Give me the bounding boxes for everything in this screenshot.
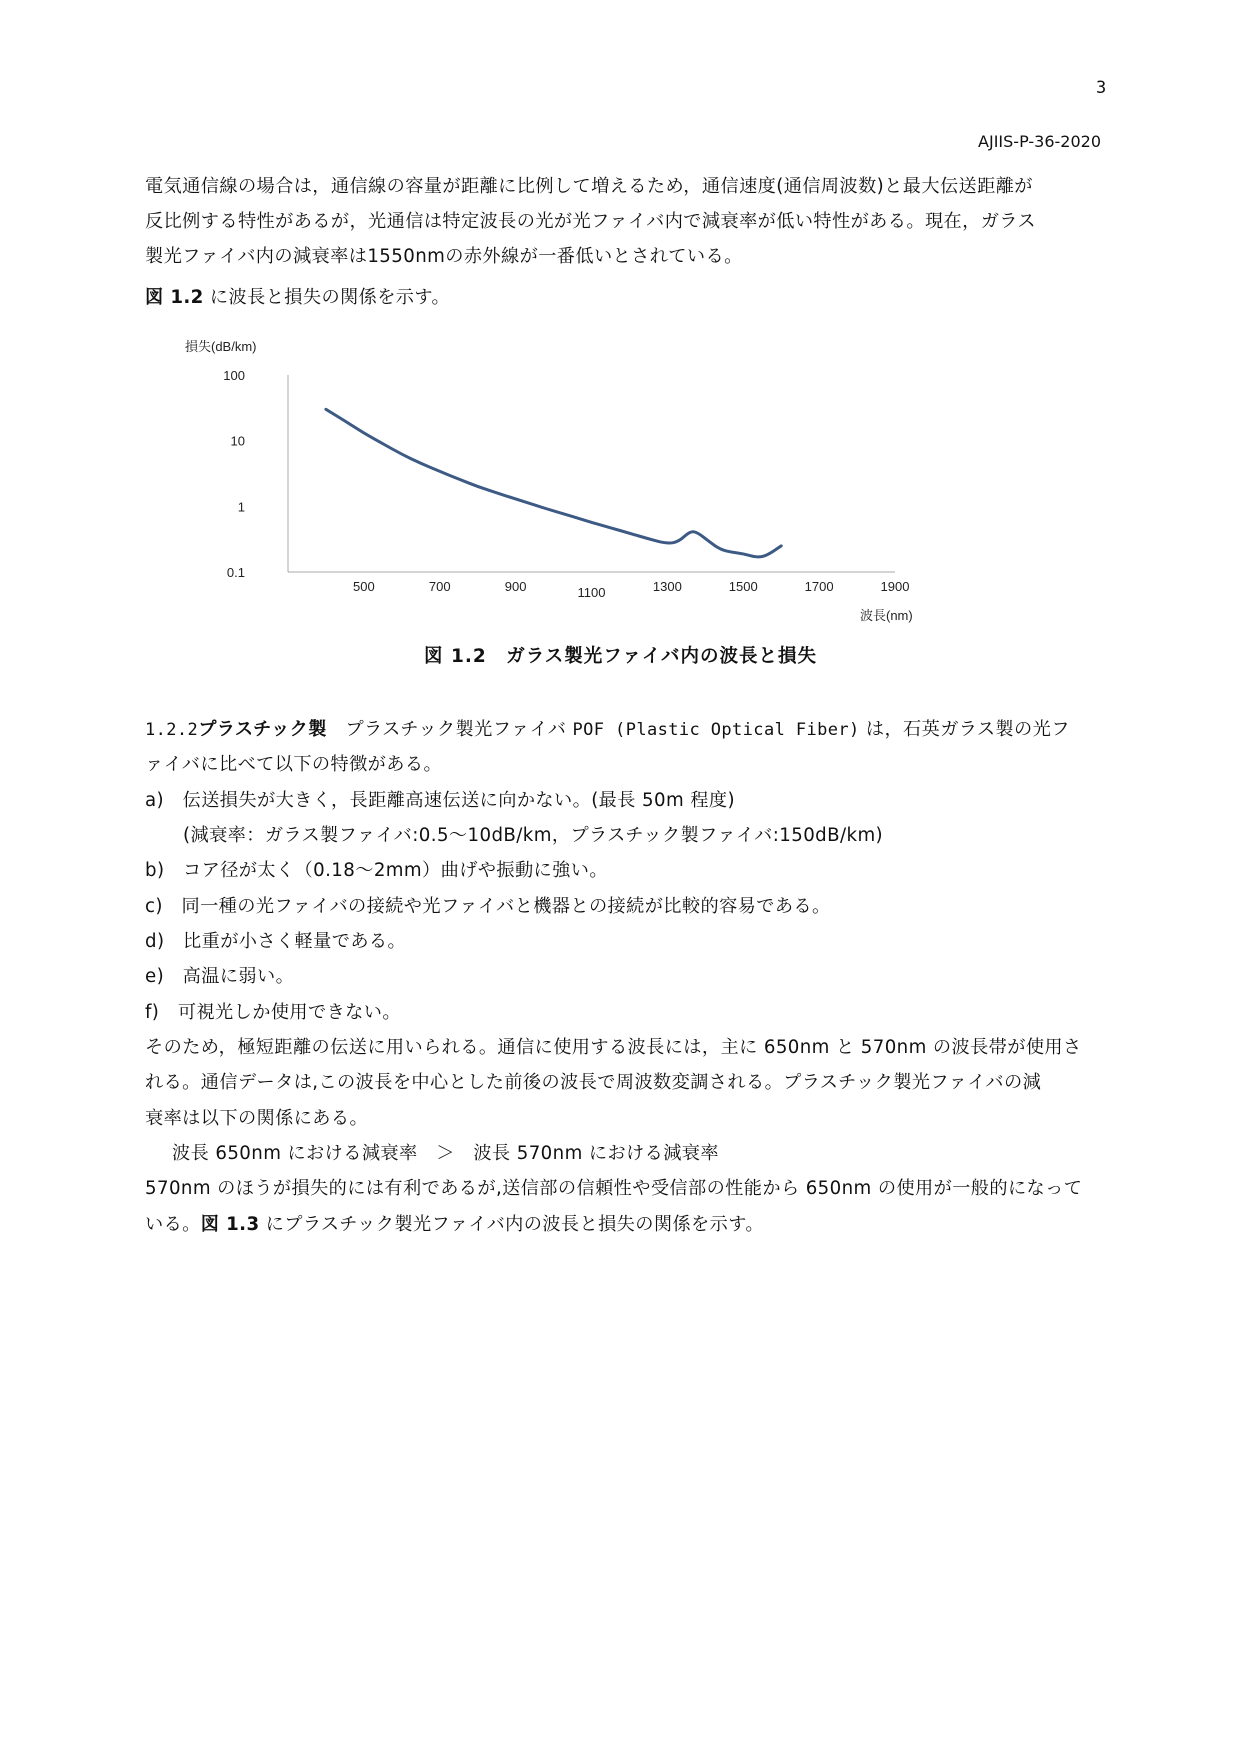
x-tick-labels [353, 579, 909, 600]
section-line-1-text: プラスチック製光ファイバ [326, 719, 567, 740]
intro-line-2: 反比例する特性があるが，光通信は特定波長の光が光ファイバ内で減衰率が低い特性がある。現在，ガラス [145, 211, 1036, 232]
page-number: 3 [1096, 78, 1107, 98]
paragraph-2-line-3: 衰率は以下の関係にある。 [145, 1108, 369, 1129]
y-tick-label: 100 [223, 368, 245, 383]
x-tick-label: 1700 [804, 579, 834, 594]
x-tick-label: 700 [428, 579, 451, 594]
paragraph-3-prefix: いる。 [145, 1214, 201, 1235]
paragraph-3-line-2 [145, 1210, 764, 1236]
pof-term: POF (Plastic Optical Fiber) [572, 720, 860, 740]
x-tick-label: 900 [504, 579, 527, 594]
y-tick-label: 1 [237, 499, 245, 515]
section-line-1-end: は，石英ガラス製の光フ [865, 719, 1070, 740]
x-tick-label: 1500 [728, 579, 758, 594]
list-item-a-note: (減衰率：ガラス製ファイバ:0.5～10dB/km，プラスチック製ファイバ:150dB/km) [183, 825, 884, 846]
intro-line-3: 製光ファイバ内の減衰率は1550nmの赤外線が一番低いとされている。 [145, 246, 743, 267]
figure-reference: 図 1.2 [145, 287, 204, 308]
figure-reference-text: に波長と損失の関係を示す。 [203, 287, 451, 308]
intro-line-1: 電気通信線の場合は，通信線の容量が距離に比例して増えるため，通信速度(通信周波数)と最大伝送距離が [145, 176, 1033, 197]
attenuation-relation: 波長 650nm における減衰率 ＞ 波長 570nm における減衰率 [172, 1143, 719, 1164]
y-tick-label: 0.1 [226, 565, 245, 580]
list-item-b: b) コア径が太く（0.18～2mm）曲げや振動に強い。 [145, 860, 608, 881]
x-tick-label: 1100 [577, 585, 606, 600]
y-tick-labels [223, 368, 245, 580]
y-tick-label: 10 [230, 433, 245, 449]
paragraph-3-suffix: にプラスチック製光ファイバ内の波長と損失の関係を示す。 [259, 1214, 764, 1235]
list-item-c: c) 同一種の光ファイバの接続や光ファイバと機器との接続が比較的容易である。 [145, 896, 831, 917]
paragraph-3-line-1: 570nm のほうが損失的には有利であるが,送信部の信頼性や受信部の性能から 650nm の使用が一般的になって [145, 1178, 1083, 1199]
list-item-a: a) 伝送損失が大きく，長距離高速伝送に向かない。(最長 50m 程度) [145, 790, 735, 811]
loss-curve [326, 409, 781, 557]
list-item-f: f) 可視光しか使用できない。 [145, 1002, 401, 1023]
section-title: プラスチック製 [198, 719, 327, 740]
figure-caption: 図 1.2 ガラス製光ファイバ内の波長と損失 [424, 646, 817, 667]
x-tick-label: 1900 [880, 579, 910, 594]
list-item-e: e) 高温に弱い。 [145, 966, 295, 987]
paragraph-2-line-2: れる。通信データは,この波長を中心とした前後の波長で周波数変調される。プラスチック製光ファイバの減 [145, 1072, 1042, 1093]
section-line-2: ァイバに比べて以下の特徴がある。 [145, 754, 443, 775]
document-id: AJIIS-P-36-2020 [978, 132, 1101, 151]
x-tick-label: 1300 [652, 579, 682, 594]
x-tick-label: 500 [353, 579, 375, 594]
y-axis-label: 損失(dB/km) [185, 339, 257, 354]
figure-reference-line [145, 283, 450, 309]
section-line-1 [145, 715, 1070, 741]
list-item-d: d) 比重が小さく軽量である。 [145, 931, 407, 952]
section-number: 1.2.2 [145, 720, 199, 740]
x-axis-label: 波長(nm) [860, 608, 913, 623]
figure-1-3-reference: 図 1.3 [200, 1214, 260, 1235]
paragraph-2-line-1: そのため，極短距離の伝送に用いられる。通信に使用する波長には，主に 650nm と 570nm の波長帯が使用さ [145, 1037, 1082, 1058]
loss-chart [160, 335, 940, 635]
